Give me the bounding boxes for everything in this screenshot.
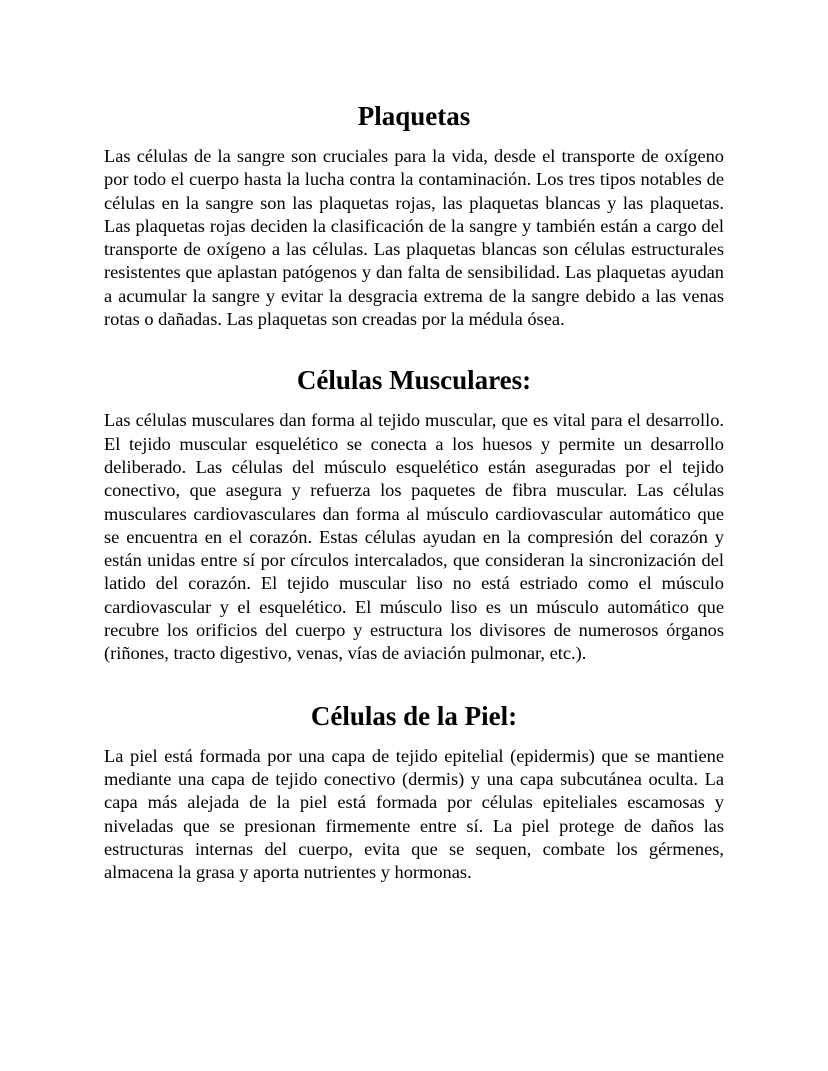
section-body-celulas-musculares: Las células musculares dan forma al tejido muscular, que es vital para el desarrollo. El tejido muscular esquelético se conecta a los huesos y permite un desarrollo deliberado. Las células del músculo esquelético están aseguradas por el tejido conectivo, que asegura y refuerza los paquetes de fibra muscular. Las células musculares cardiovasculares dan forma al músculo cardiovascular automático que se encuentra en el corazón. Estas células ayudan en la compresión del corazón y están unidas entre sí por círculos intercalados, que consideran la sincronización del latido del corazón. El tejido muscular liso no está estriado como el músculo cardiovascular y el esquelético. El músculo liso es un músculo automático que recubre los orificios del cuerpo y estructura los divisores de numerosos órganos (riñones, tracto digestivo, venas, vías de aviación pulmonar, etc.). bbox=[104, 410, 724, 664]
section-title-celulas-piel: Células de la Piel: bbox=[310, 700, 518, 731]
section-title-plaquetas: Plaquetas bbox=[357, 101, 471, 131]
section-title-celulas-musculares: Células Musculares: bbox=[296, 365, 532, 396]
section-body-plaquetas: Las células de la sangre son cruciales para la vida, desde el transporte de oxígeno por todo el cuerpo hasta la lucha contra la contaminación. Los tres tipos notables de células en la sangre son las plaquetas rojas, las plaquetas blancas y las plaquetas. Las plaquetas rojas deciden la clasificación de la sangre y también están a cargo del transporte de oxígeno a las células. Las plaquetas blancas son células estructurales resistentes que aplastan patógenos y dan falta de sensibilidad. Las plaquetas ayudan a acumular la sangre y evitar la desgracia extrema de la sangre debido a las venas rotas o dañadas. Las plaquetas son creadas por la médula ósea. bbox=[104, 146, 724, 330]
section-body-celulas-piel: La piel está formada por una capa de tejido epitelial (epidermis) que se mantiene mediante una capa de tejido conectivo (dermis) y una capa subcutánea oculta. La capa más alejada de la piel está formada por células epiteliales escamosas y niveladas que se presionan firmemente entre sí. La piel protege de daños las estructuras internas del cuerpo, evita que se sequen, combate los gérmenes, almacena la grasa y aporta nutrientes y hormonas. bbox=[104, 745, 724, 883]
document-page bbox=[104, 94, 724, 884]
